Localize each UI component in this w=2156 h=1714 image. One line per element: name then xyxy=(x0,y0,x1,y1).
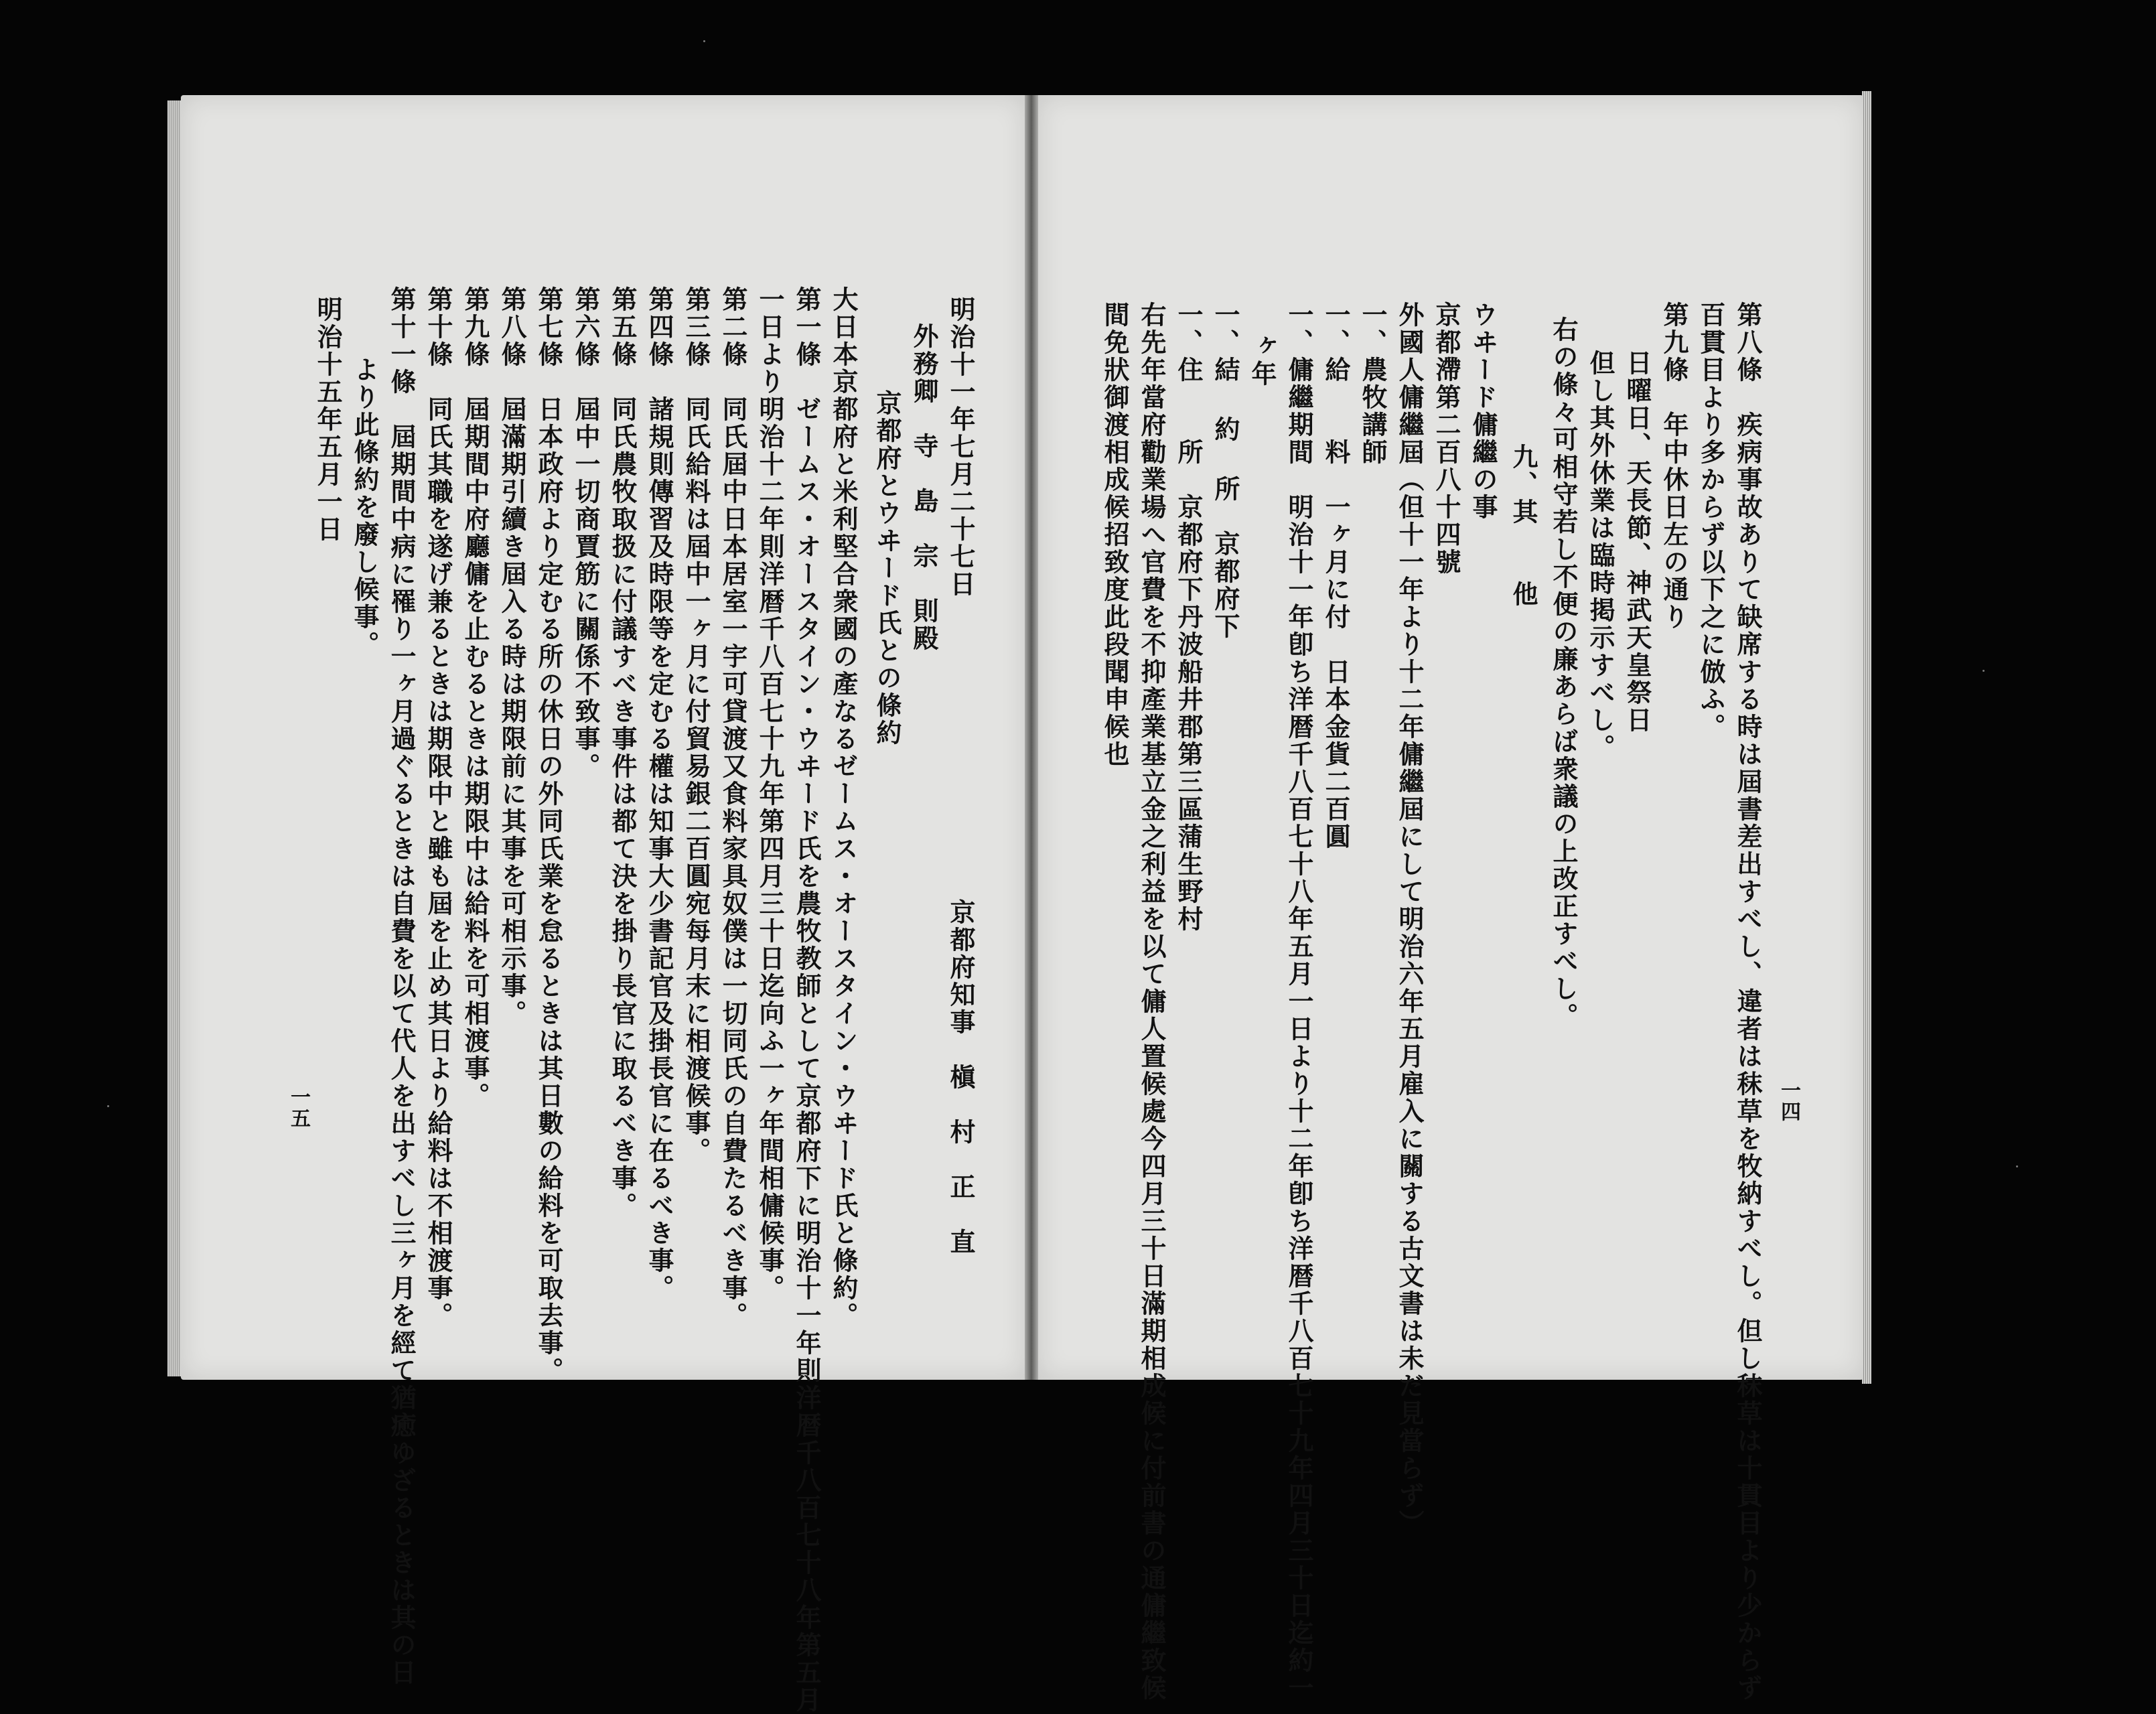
article-line: より此條約を廢し候事。 xyxy=(350,356,380,658)
dust-speck xyxy=(1983,670,1985,672)
article-line: 第四條 諸規則傳習及時限等を定むる權は知事大少書記官及掛長官に在るべき事。 xyxy=(644,286,674,1302)
body-line: 右の條々可相守若し不便の廉あらば衆議の上改正すべし。 xyxy=(1549,316,1579,1030)
recipient-line: 外務卿 寺 島 宗 則殿 xyxy=(909,323,939,652)
list-item: ヶ年 xyxy=(1247,333,1277,388)
article-line: 第八條 屆滿期引續き屆入る時は期限前に其事を可相示事。 xyxy=(497,286,527,1027)
list-item: 一、結 約 所 京都府下 xyxy=(1210,301,1240,640)
body-line: 右先年當府勸業場へ官費を不抑產業基立金之利益を以て傭人置候處今四月三十日滿期相成候に付前書の通傭繼致候 xyxy=(1137,301,1167,1702)
article-line: 第八條 疾病事故ありて缺席する時は屆書差出すべし、違者は秣草を牧納すべし。但し秣草は十貫目より少からず xyxy=(1733,301,1763,1702)
article-line: 第九條 年中休日左の通り xyxy=(1659,301,1689,631)
date-line: 明治十一年七月二十七日 xyxy=(946,296,976,598)
article-line: 百貫目より多からず以下之に倣ふ。 xyxy=(1696,301,1726,741)
page-edges-right xyxy=(1862,91,1871,1384)
list-item: 一、住 所 京都府下丹波船井郡第三區蒲生野村 xyxy=(1173,301,1204,933)
page-edges-left xyxy=(167,100,182,1376)
book-gutter xyxy=(1025,95,1039,1380)
list-item: 一、傭繼期間 明治十一年卽ち洋暦千八百七十八年五月一日より十二年卽ち洋暦千八百七十九年四月三十日迄約一 xyxy=(1284,301,1314,1702)
article-line: 第九條 屆期間中府廳傭を止むるときは期限中は給料を可相渡事。 xyxy=(460,286,490,1110)
dust-speck xyxy=(107,1105,109,1107)
dust-speck xyxy=(703,40,705,42)
list-item: 一、農牧講師 xyxy=(1358,301,1388,466)
document-number: 京都滯第二百八十四號 xyxy=(1431,301,1461,576)
article-line: 第十條 同氏其職を遂げ兼るときは期限中と雖も屆を止め其日より給料は不相渡事。 xyxy=(423,286,453,1330)
left-page xyxy=(181,95,1026,1714)
article-line: 第一條 ゼームス・オースタイン・ウヰード氏を農牧教師として京都府下に明治十一年則洋暦千八百七十八年第五月 xyxy=(792,286,822,1714)
body-line: 但し其外休業は臨時掲示すべし。 xyxy=(1585,350,1615,762)
section-heading: 京都府とウヰード氏との條約 xyxy=(872,390,902,747)
right-page xyxy=(1038,95,1863,1702)
list-item: 一、給 料 一ヶ月に付 日本金貨二百圓 xyxy=(1321,301,1351,851)
body-line: 大日本京都府と米利堅合衆國の產なるゼームス・オースタイン・ウヰード氏と條約。 xyxy=(829,286,859,1330)
closing-date: 明治十五年五月一日 xyxy=(313,296,343,543)
body-line: 間免狀御渡相成候招致度此段聞申候也 xyxy=(1100,301,1130,768)
dust-speck xyxy=(2016,1165,2018,1167)
page-number-left: 一五 xyxy=(287,1086,310,1129)
article-line: 一日より明治十二年則洋暦千八百七十九年第四月三十日迄向ふ一ヶ年間相傭候事。 xyxy=(755,286,785,1302)
article-line: 第五條 同氏農牧取扱に付議すべき事件は都て決を掛り長官に取るべき事。 xyxy=(607,286,638,1220)
sender-line: 京都府知事 槇 村 正 直 xyxy=(946,899,976,1256)
article-line: 第二條 同氏屆中日本居室一宇可貸渡又食料家具奴僕は一切同氏の自費たるべき事。 xyxy=(718,286,748,1330)
page-number-right: 一四 xyxy=(1777,1080,1800,1123)
article-line: 第六條 屆中一切商賈筋に關係不致事。 xyxy=(571,286,601,780)
article-line: 第三條 同氏給料は屆中一ヶ月に付貿易銀二百圓宛每月末に相渡候事。 xyxy=(681,286,711,1165)
article-line: 第十一條 屆期間中病に罹り一ヶ月過ぐるときは自費を以て代人を出すべし三ヶ月を經て猶癒ゆざるときは其の日 xyxy=(386,286,417,1687)
body-line: 日曜日、天長節、神武天皇祭日 xyxy=(1622,350,1652,734)
section-heading: 九、其 他 xyxy=(1508,443,1538,608)
article-line: 第七條 日本政府より定むる所の休日の外同氏業を怠るときは其日數の給料を可取去事。 xyxy=(534,286,564,1384)
body-line: 外國人傭繼屆（但十一年より十二年傭繼屆にして明治六年五月雇入に關する古文書は未だ見當らず） xyxy=(1394,301,1425,1537)
subsection-heading: ウヰード傭繼の事 xyxy=(1468,301,1498,521)
